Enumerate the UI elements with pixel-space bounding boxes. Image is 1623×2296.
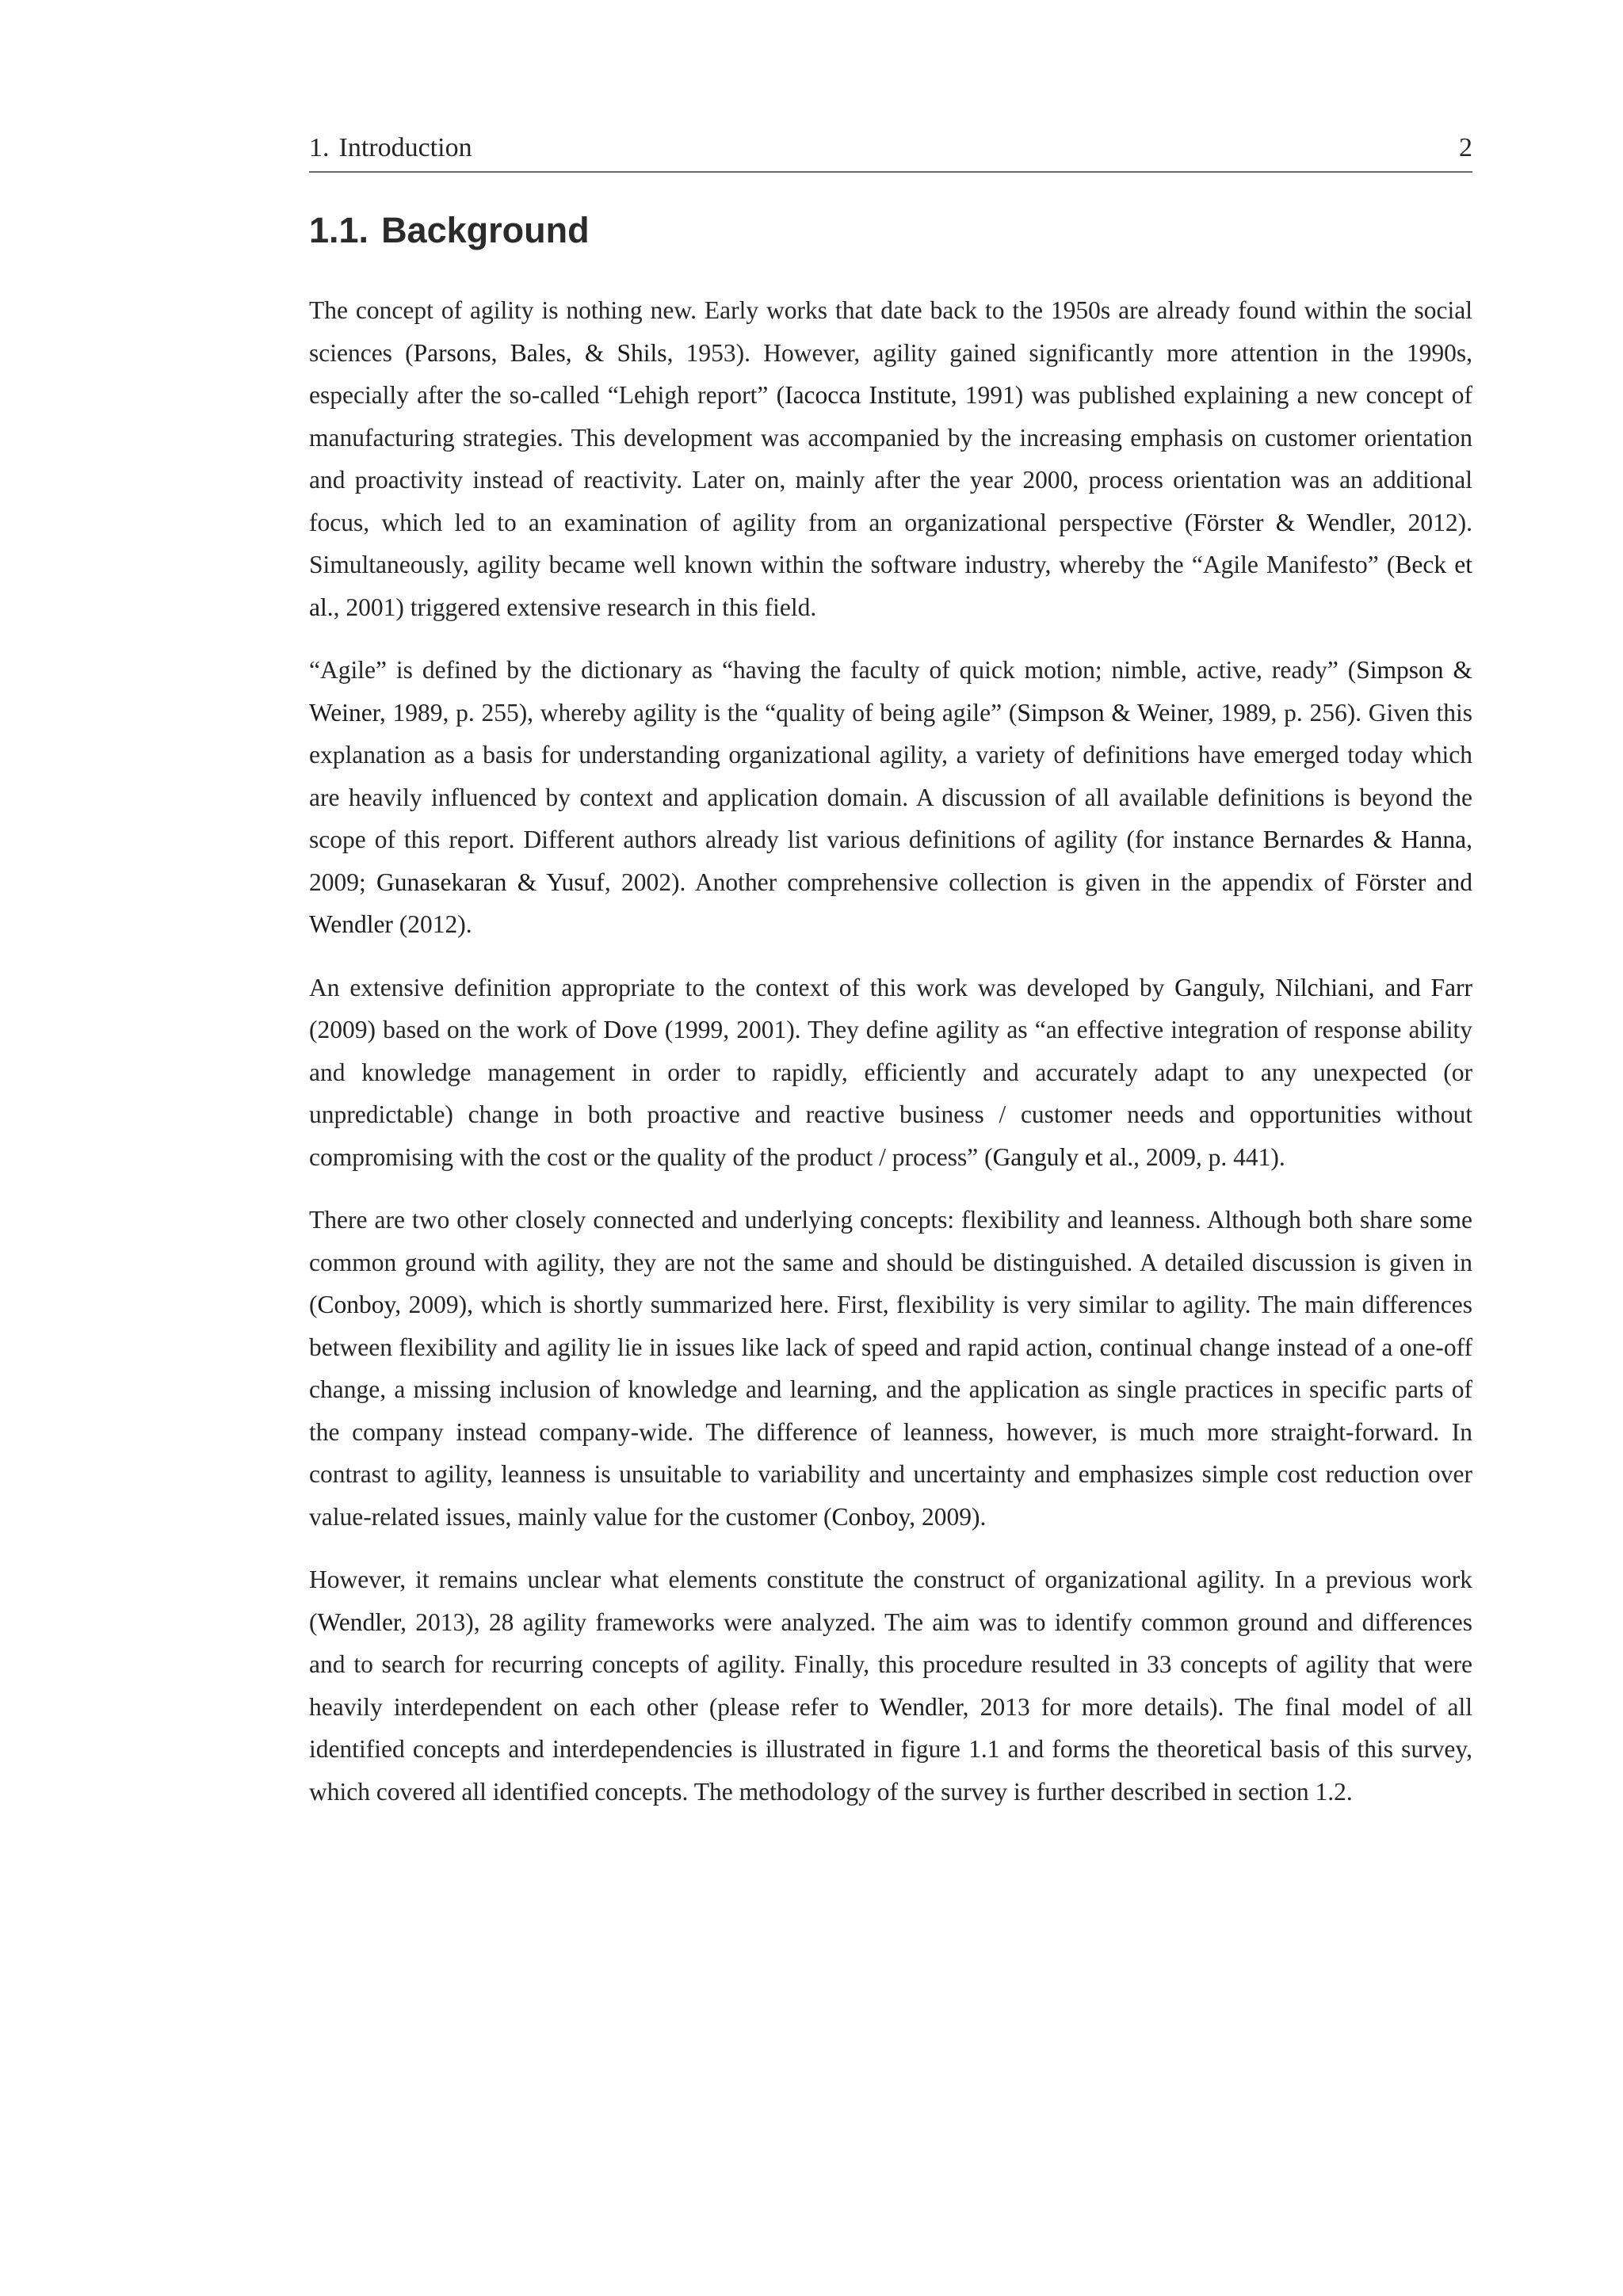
citation-link[interactable]: Gunasekaran & Yusuf <box>376 868 605 896</box>
text-run: , 2001) triggered extensive research in this field. <box>333 593 817 621</box>
citation-link[interactable]: Conboy <box>317 1291 395 1318</box>
citation-link[interactable]: Förster & Wendler <box>1193 508 1390 536</box>
citation-link[interactable]: Simpson & Weiner <box>309 656 1472 727</box>
citation-link[interactable]: Förster and Wendler <box>309 868 1472 938</box>
citation-link[interactable]: Ganguly et al. <box>992 1142 1134 1171</box>
section-number: 1.1. <box>309 210 369 250</box>
text-run: , 2012). Simultaneously, agility became well known within the software industry, whereby the “Agile Manifesto” ( <box>309 508 1473 578</box>
paragraph-3 <box>309 967 1472 1179</box>
citation-link[interactable]: Beck et al. <box>309 551 1472 621</box>
text-run: The concept of agility is nothing new. Early works that date back to the 1950s are already found within the social sciences ( <box>309 296 1472 367</box>
text-run: (2012). <box>392 910 472 938</box>
text-run: , 2009; <box>309 826 1472 896</box>
section-title: Background <box>381 210 590 250</box>
text-run: , 2009, p. 441). <box>1133 1142 1285 1171</box>
text-run: “Agile” is defined by the dictionary as “having the faculty of quick motion; nimble, active, ready” ( <box>309 656 1357 684</box>
text-run: There are two other closely connected and underlying concepts: flexibility and leanness. Although both share some common ground with agility, they are not the same and should be distinguished. A detailed discussion is given in ( <box>309 1206 1472 1318</box>
citation-link[interactable]: Simpson & Weiner <box>1017 698 1208 727</box>
text-run: , 2013 for more details). The final model of all identified concepts and interdependencies is illustrated in figure 1.1 and forms the theoretical basis of this survey, which covered all identified concepts. The methodology of the survey is further described in section 1.2. <box>309 1692 1472 1806</box>
text-run: An extensive definition appropriate to the context of this work was developed by <box>309 973 1175 1001</box>
text-run: (1999, 2001). They define agility as “an effective integration of response ability and knowledge management in order to rapidly, efficiently and accurately adapt to any unexpected (or unpredictable) change in both proactive and reactive business / customer needs and opportunities without compromising with the cost or the quality of the product / process” ( <box>309 1016 1472 1171</box>
page-number: 2 <box>1459 133 1472 162</box>
text-run: However, it remains unclear what elements constitute the construct of organizational agility. In a previous work ( <box>309 1566 1472 1636</box>
paragraph-5 <box>309 1558 1472 1813</box>
chapter-title: Introduction <box>338 133 472 162</box>
citation-link[interactable]: Iacocca Institute <box>785 381 951 409</box>
paragraph-2 <box>309 649 1472 946</box>
text-run: , 1991) was published explaining a new concept of manufacturing strategies. This development was accompanied by the increasing emphasis on customer orientation and proactivity instead of reactivity. Later on, mainly after the year 2000, process orientation was an additional focus, which led to an examination of agility from an organizational perspective ( <box>309 381 1472 536</box>
citation-link[interactable]: Parsons, Bales, & Shils <box>413 338 667 367</box>
text-run: , 1989, p. 256). Given this explanation as a basis for understanding organizational agility, a variety of definitions have emerged today which are heavily influenced by context and application domain. A discussion of all available definitions is beyond the scope of this report. Different authors already list various definitions of agility (for instance <box>309 698 1472 853</box>
citation-link[interactable]: Ganguly, Nilchiani, and Farr <box>1174 973 1472 1001</box>
paragraph-1 <box>309 289 1472 628</box>
text-run: , 2013), 28 agility frameworks were analyzed. The aim was to identify common ground and differences and to search for recurring concepts of agility. Finally, this procedure resulted in 33 concepts of agility that were heavily interdependent on each other (please refer to <box>309 1608 1472 1721</box>
text-run: , 1953). However, agility gained significantly more attention in the 1990s, especially after the so-called “Lehigh report” ( <box>309 338 1472 409</box>
body-text <box>309 289 1472 1813</box>
text-run: (2009) based on the work of <box>309 1016 604 1043</box>
citation-link[interactable]: Wendler <box>880 1692 963 1721</box>
citation-link[interactable]: Wendler <box>317 1608 401 1636</box>
text-run: , 2002). Another comprehensive collection is given in the appendix of <box>604 868 1355 896</box>
text-run: , 1989, p. 255), whereby agility is the “quality of being agile” ( <box>379 698 1018 727</box>
citation-link[interactable]: Bernardes & Hanna <box>1262 826 1467 853</box>
running-header <box>309 135 1472 173</box>
citation-link[interactable]: Dove <box>603 1016 658 1043</box>
text-run: , 2009). <box>909 1502 987 1531</box>
document-page <box>309 135 1472 1833</box>
section-heading <box>309 212 1472 248</box>
text-run: , 2009), which is shortly summarized here. First, flexibility is very similar to agility. The main differences between flexibility and agility lie in issues like lack of speed and rapid action, continual change instead of a one-off change, a missing inclusion of knowledge and learning, and the application as single practices in specific parts of the company instead company-wide. The difference of leanness, however, is much more straight-forward. In contrast to agility, leanness is unsuitable to variability and uncertainty and emphasizes simple cost reduction over value-related issues, mainly value for the customer ( <box>309 1291 1472 1531</box>
chapter-number: 1. <box>309 133 330 162</box>
running-header-chapter <box>309 135 472 162</box>
paragraph-4 <box>309 1199 1472 1538</box>
citation-link[interactable]: Conboy <box>831 1502 910 1531</box>
